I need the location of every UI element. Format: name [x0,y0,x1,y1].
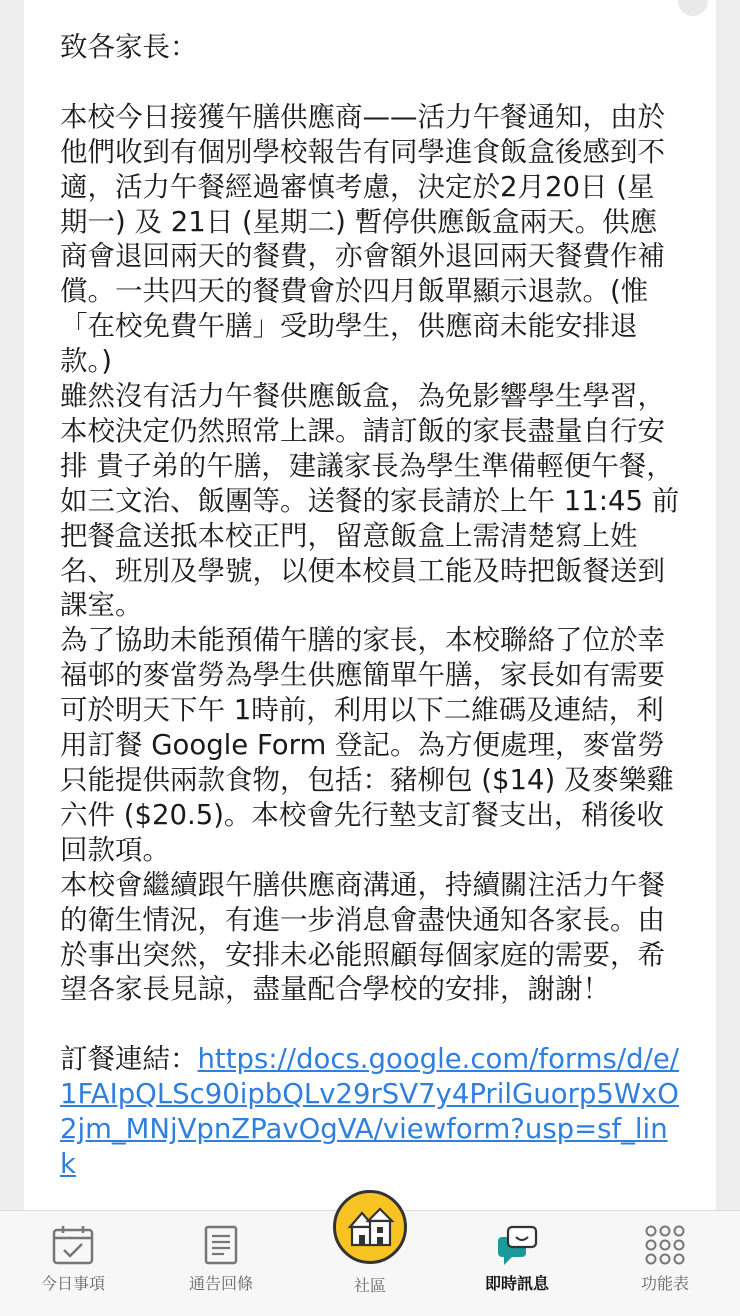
tab-menu-label: 功能表 [640,1274,689,1293]
paragraph-1: 本校今日接獲午膳供應商——活力午餐通知，由於他們收到有個別學校報告有同學進食飯盒後感到不適，活力午餐經過審慎考慮，決定於2月20日 (星期一) 及 21日 (星期二) 暫停供應飯盒兩天。供應商會退回兩天的餐費，亦會額外退回兩天餐費作補償。一共四天的餐費會於四月飯單顯示退款。(惟「在校免費午膳」受助學生，供應商未能安排退款。) [60,100,665,378]
paragraph-2: 雖然沒有活力午餐供應飯盒，為免影響學生學習，本校決定仍然照常上課。請訂飯的家長盡量自行安排 貴子弟的午膳，建議家長為學生準備輕便午餐，如三文治、飯團等。送餐的家長請於上午 11:45 前把餐盒送抵本校正門，留意飯盒上需清楚寫上姓名、班別及學號，以便本校員工能及時把飯餐送到課室。 [60,380,680,622]
tab-menu[interactable] [600,1211,730,1316]
document-icon [199,1223,243,1271]
tab-messages[interactable] [452,1211,582,1316]
heart-icon[interactable] [678,0,708,16]
calendar-check-icon [51,1223,95,1271]
tab-today-label: 今日事項 [40,1274,105,1293]
order-link-label: 訂餐連結： [60,1043,198,1076]
tab-notices[interactable] [156,1211,286,1316]
community-houses-icon[interactable] [333,1190,407,1264]
tab-today[interactable] [8,1211,138,1316]
grid-menu-icon [643,1223,687,1271]
tab-community-label: 社區 [353,1276,386,1295]
paragraph-3: 為了協助未能預備午膳的家長，本校聯絡了位於幸福邨的麥當勞為學生供應簡單午膳，家長如有需要可於明天下午 1時前，利用以下二維碼及連結，利用訂餐 Google Form 登記。為方便處理，麥當勞只能提供兩款食物，包括：豬柳包 ($14) 及麥樂雞六件 ($20.5)。本校會先行墊支訂餐支出，稍後收回款項。 [60,624,674,866]
greeting: 致各家長： [60,31,198,63]
notice-card [24,0,716,1210]
paragraph-4: 本校會繼續跟午膳供應商溝通，持續關注活力午餐的衛生情況，有進一步消息會盡快通知各家長。由於事出突然，安排未必能照顧每個家庭的需要，希望各家長見諒，盡量配合學校的安排，謝謝！ [60,868,665,1006]
notice-content [60,30,680,1182]
order-link[interactable]: https://docs.google.com/forms/d/e/1FAIpQLSc90ipbQLv29rSV7y4PrilGuorp5WxO2jm_MNjVpnZPavOgVA/viewform?usp=sf_link [60,1043,680,1180]
tab-messages-label: 即時訊息 [484,1274,549,1293]
tab-notices-label: 通告回條 [188,1274,253,1293]
order-link-row [60,1042,680,1182]
chat-bubbles-icon [494,1223,540,1271]
